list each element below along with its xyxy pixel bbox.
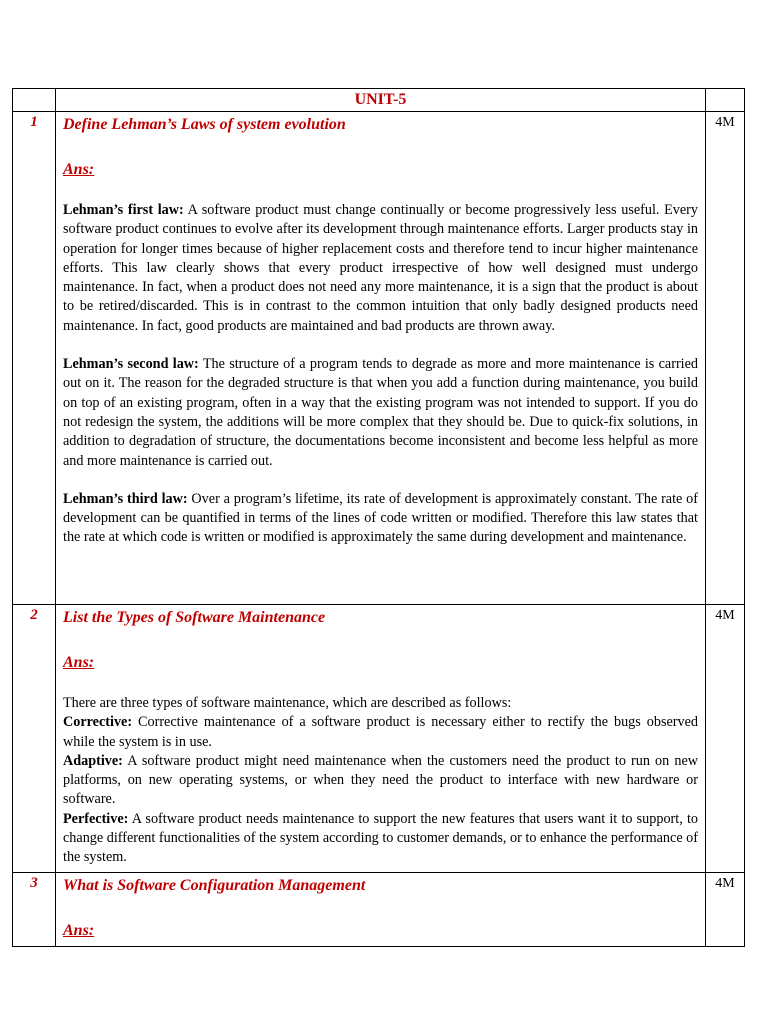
question-marks: 4M — [706, 872, 745, 946]
answer-paragraph — [63, 490, 698, 548]
question-text: Define Lehman’s Laws of system evolution — [63, 116, 346, 133]
header-empty-cell — [13, 89, 56, 112]
answer-paragraph — [63, 355, 698, 471]
question-body — [56, 872, 706, 946]
type-term: Corrective: — [63, 714, 133, 731]
question-row — [13, 605, 745, 873]
table-header-row — [13, 89, 745, 112]
answer-paragraph — [63, 201, 698, 336]
question-marks: 4M — [706, 112, 745, 605]
unit-table — [12, 88, 745, 947]
maintenance-type-item — [63, 810, 698, 868]
answer-label: Ans: — [63, 654, 95, 671]
question-number: 1 — [13, 112, 56, 605]
question-body — [56, 112, 706, 605]
answer-label: Ans: — [63, 921, 95, 939]
question-row — [13, 112, 745, 605]
law-text: The structure of a program tends to degrade as more and more maintenance is carried out on it. The reason for the degraded structure is that when you add a function during maintenance, you build on top of an existing program, often in a way that the existing program was not intended to support. If you do not redesign the system, the additions will be more complex that they should be. Due to quick-fix solutions, in addition to degradation of structure, the documentations become inconsistent and become less helpful as more and more maintenance is carried out. — [63, 356, 698, 469]
maintenance-type-item — [63, 752, 698, 810]
type-text: A software product needs maintenance to support the new features that users want it to support, to change different functionalities of the system according to customer demands, or to enhance the performance of the system. — [63, 810, 698, 866]
question-number: 3 — [13, 872, 56, 946]
law-term: Lehman’s second law: — [63, 356, 199, 373]
law-text: A software product must change continually or become progressively less useful. Every software product continues to evolve after its development through maintenance efforts. Larger products stay in operation for longer times because of higher replacement costs and therefore tend to incur higher maintenance efforts. This law clearly shows that every product irrespective of how well designed must undergo maintenance. In fact, when a product does not need any more maintenance, it is a sign that the product is about to be retired/discarded. This is in contrast to the common intuition that only badly designed products need maintenance. In fact, good products are maintained and bad products are thrown away. — [63, 202, 698, 334]
question-body — [56, 605, 706, 873]
unit-title: UNIT-5 — [56, 89, 706, 112]
question-row — [13, 872, 745, 946]
question-text: What is Software Configuration Management — [63, 876, 366, 894]
law-text: Over a program’s lifetime, its rate of development is approximately constant. The rate of development can be quantified in terms of the lines of code written or modified. Therefore this law states that the rate at which code is written or modified is approximately the same during development and maintenance. — [63, 490, 698, 546]
type-text: A software product might need maintenance when the customers need the product to run on new platforms, on new operating systems, or when they need the product to interface with new hardware or software. — [63, 752, 698, 808]
type-term: Adaptive: — [63, 752, 123, 769]
type-term: Perfective: — [63, 810, 129, 827]
question-number: 2 — [13, 605, 56, 873]
question-marks: 4M — [706, 605, 745, 873]
maintenance-type-item — [63, 713, 698, 752]
answer-label: Ans: — [63, 161, 95, 178]
type-text: Corrective maintenance of a software product is necessary either to rectify the bugs observed while the system is in use. — [63, 714, 698, 750]
law-term: Lehman’s first law: — [63, 202, 184, 218]
answer-intro: There are three types of software maintenance, which are described as follows: — [63, 695, 512, 711]
question-text: List the Types of Software Maintenance — [63, 609, 326, 626]
header-empty-cell — [706, 89, 745, 112]
law-term: Lehman’s third law: — [63, 490, 188, 507]
